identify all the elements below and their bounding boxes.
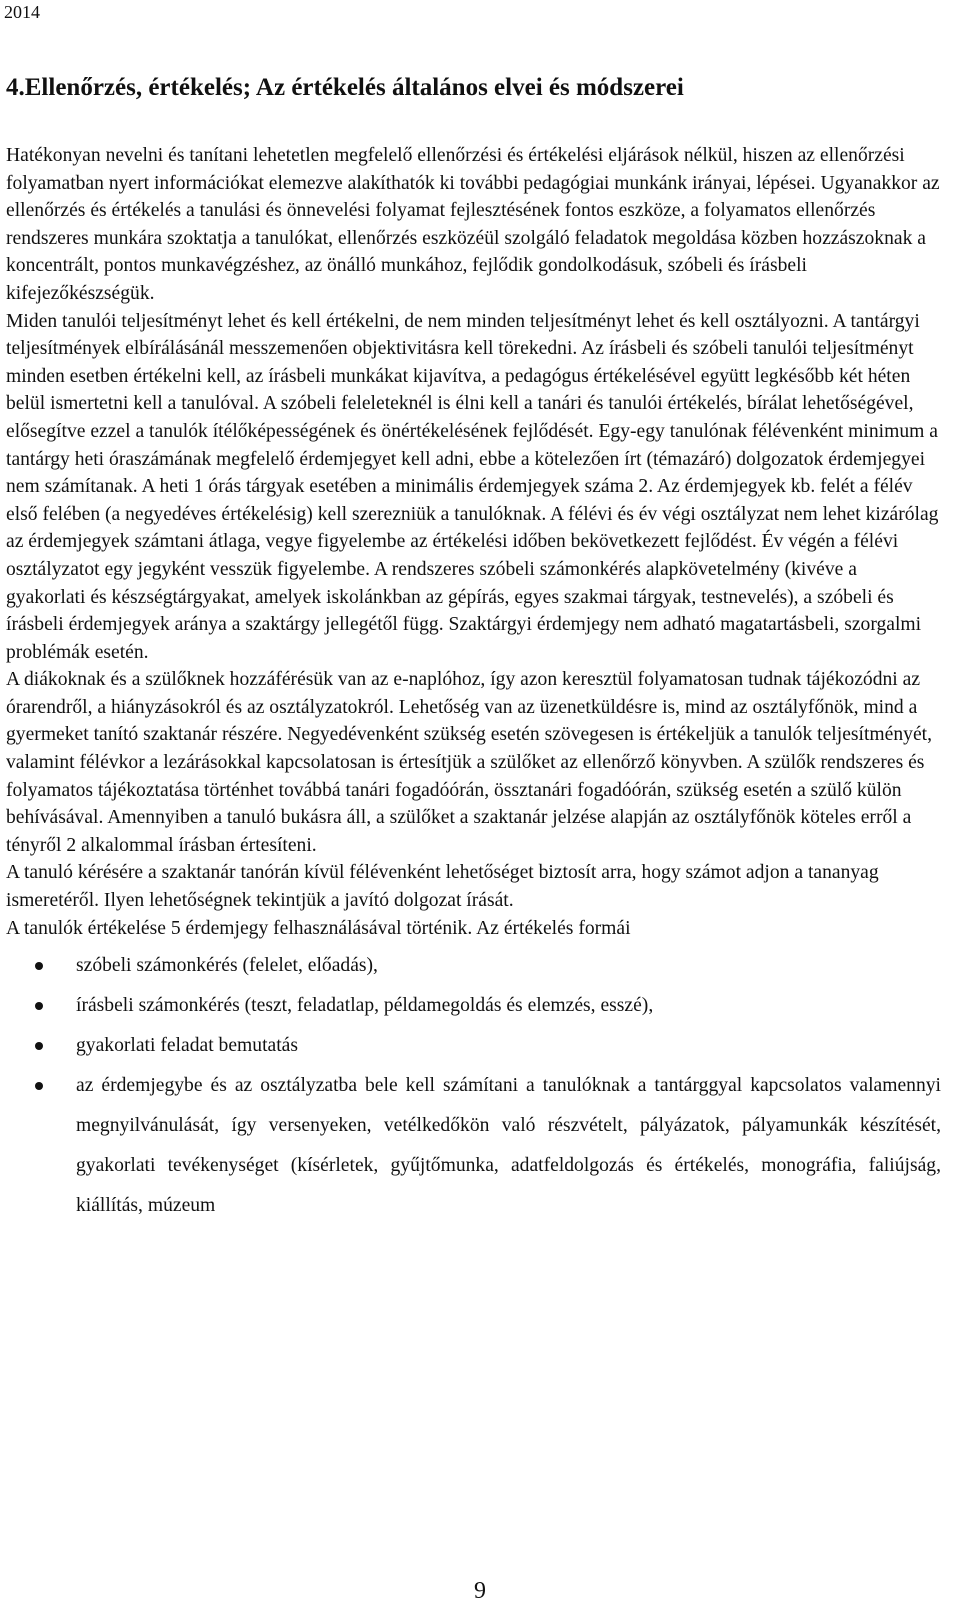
page-number: 9 — [474, 1578, 486, 1604]
list-item-text: szóbeli számonkérés (felelet, előadás), — [76, 955, 378, 977]
list-item — [6, 946, 941, 986]
list-item — [6, 1026, 941, 1066]
list-item — [6, 1066, 941, 1226]
bullet-icon — [35, 1082, 43, 1090]
paragraph-forms-intro: A tanulók értékelése 5 érdemjegy felhasználásával történik. Az értékelés formái — [6, 917, 631, 939]
paragraph-intro: Hatékonyan nevelni és tanítani lehetetlen megfelelő ellenőrzési és értékelési eljárások nélkül, hiszen az ellenőrzési folyamatban nyert információkat elemezve alakíthatók ki további pedagógiai munkánk irányai, lépései. Ugyanakkor az ellenőrzés és értékelés a tanulási és önnevelési folyamat fejlesztésének fontos eszköze, a folyamatos ellenőrzés rendszeres munkára szoktatja a tanulókat, ellenőrzés eszközéül szolgáló feladatok megoldása közben hozzászoknak a koncentrált, pontos munkavégzéshez, az önálló munkához, fejlődik gondolkodásuk, szóbeli és írásbeli kifejezőkészségük. — [6, 145, 940, 304]
section-heading: 4.Ellenőrzés, értékelés; Az értékelés általános elvei és módszerei — [6, 74, 684, 101]
list-item — [6, 986, 941, 1026]
bullet-icon — [35, 962, 43, 970]
body-text — [6, 142, 941, 1226]
paragraph-parent-information: A diákoknak és a szülőknek hozzáférésük van az e-naplóhoz, így azon keresztül folyamatosan tudnak tájékozódni az órarendről, a hiányzásokról és az osztályzatokról. Lehetőség van az üzenetküldésre is, mind az osztályfőnök, mind a gyermeket tanító szaktanár részére. Negyedévenként szükség esetén szövegesen is értékeljük a tanulók teljesítményét, valamint félévkor a lezárásokkal kapcsolatosan is értesítjük a szülőket az ellenőrző könyvben. A szülők rendszeres és folyamatos tájékoztatása történhet továbbá tanári fogadóórán, össztanári fogadóórán, szükség esetén a szülő külön behívásával. Amennyiben a tanuló bukásra áll, a szülőket a szaktanár jelzése alapján az osztályfőnök köteles erről a tényről 2 alkalommal írásban értesíteni. — [6, 669, 932, 856]
header-year: 2014 — [4, 2, 40, 22]
bullet-icon — [35, 1002, 43, 1010]
paragraph-extra-exam: A tanuló kérésére a szaktanár tanórán kívül félévenként lehetőséget biztosít arra, hogy számot adjon a tananyag ismeretéről. Ilyen lehetőségnek tekintjük a javító dolgozat írását. — [6, 862, 879, 912]
paragraph-assessment-rules: Miden tanulói teljesítményt lehet és kell értékelni, de nem minden teljesítményt lehet és kell osztályozni. A tantárgyi teljesítmények elbírálásánál messzemenően objektivitásra kell törekedni. Az írásbeli és szóbeli tanulói teljesítményt minden esetben értékelni kell, az írásbeli munkákat kijavítva, a pedagógus értékelésével együtt legkésőbb két héten belül ismertetni kell a tanulóval. A szóbeli feleleteknél is élni kell a tanári és tanulói értékelés, bírálat lehetőségével, elősegítve ezzel a tanulók ítélőképességének és önértékelésének fejlődését. Egy-egy tanulónak félévenként minimum a tantárgy heti óraszámának megfelelő érdemjegyet kell adni, ebbe a kötelezően írt (témazáró) dolgozatok érdemjegyei nem számítanak. A heti 1 órás tárgyak esetében a minimális érdemjegyek száma 2. Az érdemjegyek kb. felét a félév első felében (a negyedéves értékelésig) kell szerezniük a tanulóknak. A félévi és év végi osztályzat nem lehet kizárólag az érdemjegyek számtani átlaga, vegye figyelembe az értékelési időben bekövetkezett fejlődést. Év végén a félévi osztályzatot egy jegyként vesszük figyelembe. A rendszeres szóbeli számonkérés alapkövetelmény (kivéve a gyakorlati és készségtárgyakat, amelyek iskolánkban az gépírás, egyes szakmai tárgyak, testnevelés), a szóbeli és írásbeli érdemjegyek aránya a szaktárgy jellegétől függ. Szaktárgyi érdemjegy nem adható magatartásbeli, szorgalmi problémák esetén. — [6, 310, 939, 663]
list-item-text: írásbeli számonkérés (teszt, feladatlap, példamegoldás és elemzés, esszé), — [76, 995, 654, 1017]
list-item-text: az érdemjegybe és az osztályzatba bele kell számítani a tanulóknak a tantárggyal kapcsolatos valamennyi megnyilvánulását, így versenyeken, vetélkedőkön való részvételt, pályázatok, pályamunkák készítését, gyakorlati tevékenységet (kísérletek, gyűjtőmunka, adatfeldolgozás és értékelés, monográfia, faliújság, kiállítás, múzeum — [76, 1075, 941, 1217]
bullet-icon — [35, 1042, 43, 1050]
list-item-text: gyakorlati feladat bemutatás — [76, 1035, 298, 1057]
assessment-forms-list — [6, 946, 941, 1226]
